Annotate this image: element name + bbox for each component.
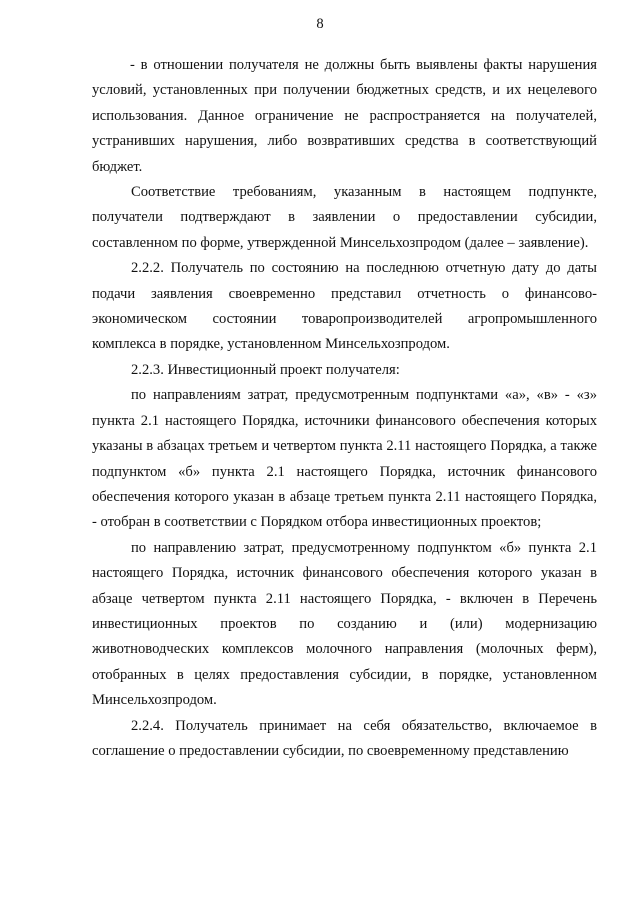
paragraph-2-2-2: 2.2.2. Получатель по состоянию на последнюю отчетную дату до даты подачи заявления своевременно представил отчетность о финансово-экономическом состоянии товаропроизводителей агропромышленного комплекса в порядке, установленном Минсельхозпродом. (92, 260, 597, 353)
paragraph-compliance-confirmation: Соответствие требованиям, указанным в настоящем подпункте, получатели подтверждают в заявлении о предоставлении субсидии, составленном по форме, утвержденной Минсельхозпродом (далее – заявление). (92, 184, 597, 251)
paragraph-2-2-3-heading: 2.2.3. Инвестиционный проект получателя: (131, 361, 400, 378)
document-body (92, 53, 597, 764)
paragraph-2-2-4: 2.2.4. Получатель принимает на себя обязательство, включаемое в соглашение о предоставлении субсидии, по своевременному представлению (92, 717, 597, 759)
paragraph-cost-direction-b: по направлению затрат, предусмотренному подпунктом «б» пункта 2.1 настоящего Порядка, источник финансового обеспечения которого указан в абзаце четвертом пункта 2.11 настоящего Порядка, - включен в Перечень инвестиционных проектов по созданию и (или) модернизацию животноводческих комплексов молочного направления (молочных ферм), отобранных в целях предоставления субсидии, в порядке, установленном Минсельхозпродом. (92, 539, 597, 709)
paragraph-cost-directions-a-v-z: по направлениям затрат, предусмотренным подпунктами «а», «в» - «з» пункта 2.1 настоящего Порядка, источники финансового обеспечения которых указаны в абзацах третьем и четвертом пункта 2.11 настоящего Порядка, а также подпунктом «б» пункта 2.1 настоящего Порядка, источник финансового обеспечения которого указан в абзаце третьем пункта 2.11 настоящего Порядка, - отобран в соответствии с Порядком отбора инвестиционных проектов; (92, 387, 597, 531)
paragraph-budget-violations: - в отношении получателя не должны быть выявлены факты нарушения условий, установленных при получении бюджетных средств, и их нецелевого использования. Данное ограничение не распространяется на получателей, устранивших нарушения, либо возвративших средства в соответствующий бюджет. (92, 57, 597, 175)
page-number: 8 (316, 16, 324, 32)
